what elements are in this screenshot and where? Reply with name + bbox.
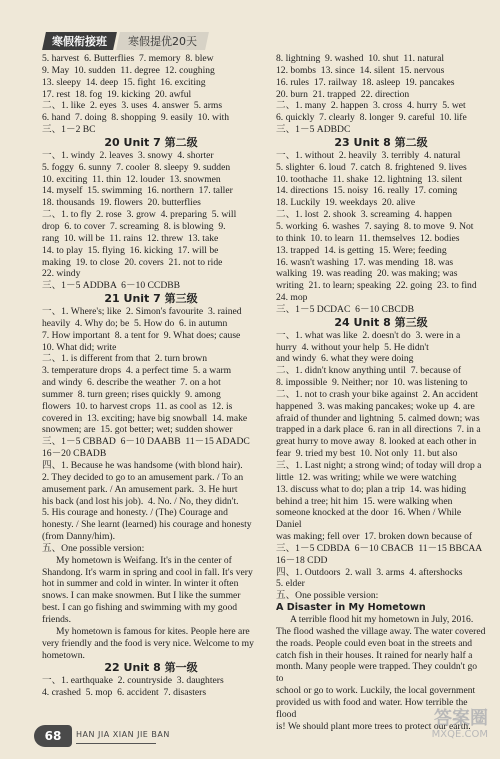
answer-line: someone knocked at the door 16. When / While Daniel: [276, 507, 464, 531]
answer-line: 四、1. Because he was handsome (with blond hair).: [42, 460, 243, 471]
essay-title: A Disaster in My Hometown: [276, 602, 426, 614]
answer-line: 三、1－5 CDBDA 6－10 CBACB 11－15 BBCAA: [276, 542, 483, 554]
answer-line: 6. hand 7. doing 8. shopping 9. easily 10. with: [42, 112, 230, 124]
answer-line: 三、1. Last night; a strong wind; of today will drop a: [276, 460, 482, 471]
answer-line: 8. impossible 9. Neither; nor 10. was listening to: [276, 377, 468, 389]
answer-line: 13. trapped 14. is getting 15. Were; feeding: [276, 244, 447, 256]
answer-line: heavily 4. Why do; be 5. How do 6. in autumn: [42, 317, 228, 329]
answer-line: behind a tree; hit him 15. were walking when: [276, 495, 453, 507]
answer-line: hot in summer and cold in winter. In winter it often: [42, 578, 239, 590]
watermark-top: 答案圈: [434, 708, 488, 729]
answer-line: 一、1. windy 2. leaves 3. snowy 4. shorter: [42, 149, 214, 161]
answer-line: 4. crashed 5. mop 6. accident 7. disasters: [42, 687, 207, 699]
answer-line: 一、1. earthquake 2. countryside 3. daughters: [42, 675, 224, 687]
answer-line: rang 10. will be 11. rains 12. threw 13. take: [42, 232, 219, 244]
page-header: [44, 32, 284, 50]
answer-line: My hometown is Weifang. It's in the center of: [56, 554, 232, 566]
answer-line: 6. quickly 7. clearly 8. longer 9. careful 10. life: [276, 112, 467, 124]
answer-line: 5. harvest 6. Butterflies 7. memory 8. blew: [42, 53, 214, 64]
answer-line: 二、1. didn't know anything until 7. because of: [276, 365, 462, 377]
answer-line: 16. rules 17. railway 18. asleep 19. pancakes: [276, 76, 455, 88]
answer-line: honesty. / She learnt (learned) his courage and honesty: [42, 519, 252, 531]
section-heading: 21 Unit 7 第三级: [104, 292, 198, 306]
answer-line: hurry 4. without your help 5. He didn't: [276, 341, 429, 353]
answer-line: month. Many people were trapped. They couldn't go to: [276, 661, 480, 685]
watermark-logo: [414, 709, 488, 747]
answer-line: 5. slighter 6. loud 7. catch 8. frightened 9. lives: [276, 161, 467, 173]
answer-column-left: [42, 53, 260, 699]
answer-line: 22. windy: [42, 268, 81, 280]
answer-line: and windy 6. what they were doing: [276, 353, 414, 365]
answer-line: to think 10. to learn 11. themselves 12. bodies: [276, 232, 460, 244]
answer-line: afraid of thunder and lightning 5. calmed down; was: [276, 412, 480, 424]
answer-line: 5. His courage and honesty. / (The) Courage and: [42, 507, 228, 519]
answer-line: snows. I can make snowmen. But I like the summer: [42, 590, 241, 602]
answer-line: 三、1－5 ADDBA 6－10 CCDBB: [42, 280, 181, 292]
answer-line: 7. How important 8. a tent for 9. What does; cause: [42, 329, 241, 341]
answer-line: was making; fell over 17. broken down because of: [276, 531, 473, 543]
answer-line: 2. They decided to go to an amusement park. / To an: [42, 471, 244, 483]
answer-line: The flood washed the village away. The water covered: [276, 625, 486, 637]
answer-line: 一、1. without 2. heavily 3. terribly 4. natural: [276, 149, 461, 161]
answer-line: 三、1－2 BC: [42, 124, 96, 136]
section-heading: 23 Unit 8 第二级: [334, 135, 428, 149]
answer-line: his back (and lost his job). 4. No. / No, they didn't.: [42, 495, 239, 507]
answer-line: 18. Luckily 19. weekdays 20. alive: [276, 197, 416, 209]
answer-line: great hurry to move away 8. looked at each other in: [276, 436, 477, 448]
answer-line: 四、1. Outdoors 2. wall 3. arms 4. aftershocks: [276, 566, 463, 578]
answer-line: friends.: [42, 613, 72, 625]
answer-line: happened 3. was making pancakes; woke up 4. are: [276, 400, 475, 412]
answer-line: trapped in a dark place 6. ran in all directions 7. in a: [276, 424, 481, 436]
header-series: 寒假衔接班: [42, 32, 117, 50]
answer-line: amusement park. / An amusement park. 3. He hurt: [42, 483, 238, 495]
answer-line: 二、1. to fly 2. rose 3. grow 4. preparing 5. will: [42, 209, 237, 221]
answer-line: 16－20 CBADB: [42, 448, 107, 460]
answer-line: A terrible flood hit my hometown in July, 2016.: [290, 613, 474, 625]
answer-line: 16－18 CDD: [276, 554, 328, 566]
answer-line: 二、1. like 2. eyes 3. uses 4. answer 5. arms: [42, 100, 223, 112]
answer-line: writing 21. to learn; speaking 22. going 23. to find: [276, 280, 477, 292]
answer-line: 一、1. what was like 2. doesn't do 3. were in a: [276, 329, 461, 341]
answer-line: very friendly and the food is very nice. Welcome to my: [42, 637, 254, 649]
answer-line: the roads. People could even boat in the streets and: [276, 637, 473, 649]
answer-line: 3. temperature drops 4. a perfect time 5. a warm: [42, 365, 232, 377]
answer-line: 24. mop: [276, 292, 308, 304]
answer-line: 一、1. Where's; like 2. Simon's favourite 3. rained: [42, 306, 242, 318]
answer-line: 12. bombs 13. since 14. silent 15. nervous: [276, 64, 445, 76]
answer-line: covered in 13. exciting; have big snowball 14. make: [42, 412, 248, 424]
answer-line: 二、1. many 2. happen 3. cross 4. hurry 5. wet: [276, 100, 466, 112]
answer-line: 二、1. is different from that 2. turn brown: [42, 353, 208, 365]
answer-line: (from Danny/him).: [42, 531, 116, 543]
answer-line: 14. to play 15. flying 16. kicking 17. will be: [42, 244, 219, 256]
answer-line: drop 6. to cover 7. screaming 8. is blowing 9.: [42, 220, 226, 232]
answer-line: 二、1. lost 2. shook 3. screaming 4. happen: [276, 209, 452, 221]
answer-line: 二、1. not to crash your bike against 2. An accident: [276, 388, 478, 400]
answer-line: walking 19. was reading 20. was making; was: [276, 268, 458, 280]
answer-line: making 19. to close 20. covers 21. not to ride: [42, 256, 223, 268]
answer-line: 三、1－5 CBBAD 6－10 DAABB 11－15 ADADC: [42, 436, 250, 448]
answer-line: 14. directions 15. noisy 16. really 17. coming: [276, 185, 458, 197]
answer-line: snowmen; are 15. got better; wet; sudden shower: [42, 424, 233, 436]
section-heading: 20 Unit 7 第二级: [104, 135, 198, 149]
answer-line: best. I can go fishing and swimming with my good: [42, 602, 238, 614]
footer-divider: [76, 743, 156, 744]
answer-line: little 12. was writing; while we were watching: [276, 471, 457, 483]
answer-line: Shandong. It's warm in spring and cool in fall. It's very: [42, 566, 253, 578]
answer-line: 10. exciting 11. thin 12. louder 13. snowmen: [42, 173, 221, 185]
answer-line: 三、1－5 ADBDC: [276, 124, 351, 136]
answer-line: 5. working 6. washes 7. saying 8. to move 9. Not: [276, 220, 474, 232]
answer-line: hometown.: [42, 649, 85, 661]
answer-line: 8. lightning 9. washed 10. shut 11. natural: [276, 53, 445, 64]
answer-line: 17. rest 18. fog 19. kicking 20. awful: [42, 88, 192, 100]
section-heading: 22 Unit 8 第一级: [104, 661, 198, 675]
answer-line: flowers 10. to harvest crops 11. as cool as 12. is: [42, 400, 233, 412]
answer-line: school or go to work. Luckily, the local government: [276, 685, 476, 697]
answer-line: 五、One possible version:: [276, 590, 379, 602]
answer-line: 5. elder: [276, 578, 305, 590]
watermark-bottom: MXQE.COM: [431, 729, 488, 740]
answer-line: summer 8. turn green; rises quickly 9. among: [42, 388, 221, 400]
header-subtitle: 寒假提优20天: [116, 32, 209, 50]
answer-line: 10. What did; write: [42, 341, 117, 353]
page-number: 68: [34, 725, 72, 747]
answer-line: 16. wasn't washing 17. was mending 18. was: [276, 256, 454, 268]
answer-line: 14. myself 15. swimming 16. northern 17. taller: [42, 185, 233, 197]
answer-line: is! We should plant more trees to protect our earth.: [276, 720, 471, 732]
answer-line: 五、One possible version:: [42, 542, 145, 554]
section-heading: 24 Unit 8 第三级: [334, 315, 428, 329]
answer-line: 10. toothache 11. shake 12. lightning 13. silent: [276, 173, 463, 185]
answer-line: provided us with food and water. How terrible the flood: [276, 696, 470, 720]
answer-line: 18. thousands 19. flowers 20. butterflies: [42, 197, 201, 209]
answer-line: 13. sleepy 14. deep 15. fight 16. exciting: [42, 76, 206, 88]
answer-line: 9. May 10. sudden 11. degree 12. coughing: [42, 64, 215, 76]
answer-line: and windy 6. describe the weather 7. on a hot: [42, 377, 221, 389]
answer-line: 13. discuss what to do; plan a trip 14. was hiding: [276, 483, 466, 495]
answer-line: 20. burn 21. trapped 22. direction: [276, 88, 410, 100]
answer-line: My hometown is famous for kites. People here are: [56, 625, 250, 637]
answer-line: catch fish in their houses. It rained for nearly half a: [276, 649, 473, 661]
answer-line: fear 9. tried my best 10. Not only 11. but also: [276, 448, 458, 460]
answer-column-right: [276, 53, 486, 732]
footer-series-pinyin: HAN JIA XIAN JIE BAN: [76, 730, 170, 739]
answer-line: 三、1－5 DCDAC 6－10 CBCDB: [276, 303, 415, 315]
answer-line: 5. foggy 6. sunny 7. cooler 8. sleepy 9. sudden: [42, 161, 231, 173]
